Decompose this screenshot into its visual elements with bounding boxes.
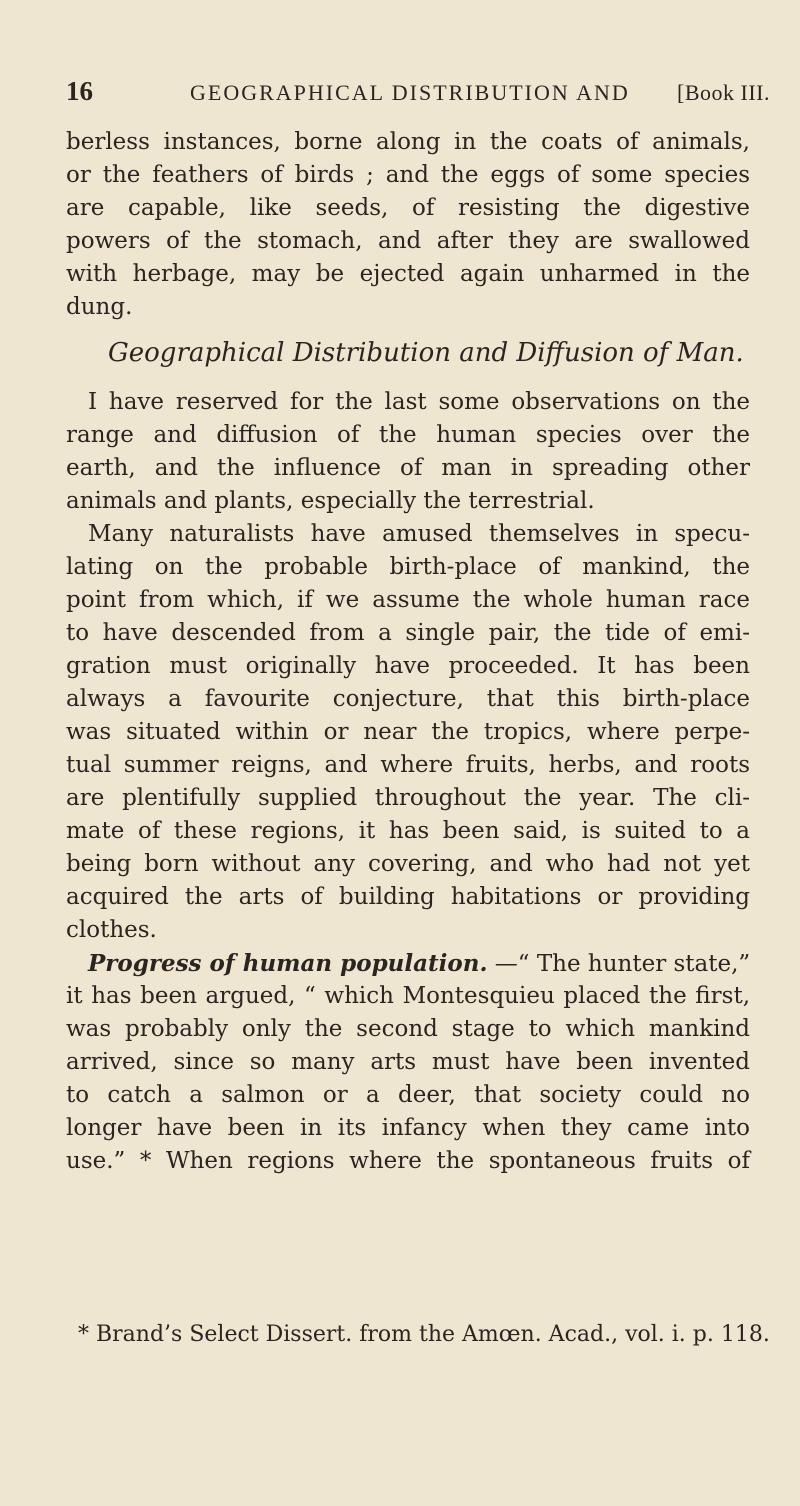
page-header bbox=[66, 76, 770, 108]
text-line: range and diffusion of the human species over the bbox=[66, 422, 750, 448]
text-line: longer have been in its infancy when they came into bbox=[66, 1115, 750, 1141]
text-line: or the feathers of birds ; and the eggs of some species bbox=[66, 162, 750, 188]
side-heading: Progress of human population. bbox=[88, 950, 488, 977]
text-line: lating on the probable birth-place of mankind, the bbox=[66, 554, 750, 580]
paragraph-3 bbox=[66, 518, 750, 947]
text-line: to catch a salmon or a deer, that society could no bbox=[66, 1082, 750, 1108]
text-line: with herbage, may be ejected again unharmed in the bbox=[66, 261, 750, 287]
text-line: arrived, since so many arts must have been invented bbox=[66, 1049, 750, 1075]
text-line: gration must originally have proceeded. It has been bbox=[66, 653, 750, 679]
text-line: acquired the arts of building habitations or providing bbox=[66, 884, 750, 910]
text-line: dung. bbox=[66, 294, 133, 320]
page-number: 16 bbox=[66, 76, 93, 106]
paragraph-4 bbox=[66, 947, 750, 1178]
paragraph-1 bbox=[66, 126, 750, 324]
text-line: earth, and the influence of man in spreading other bbox=[66, 455, 750, 481]
text-line: Many naturalists have amused themselves in specu- bbox=[88, 521, 750, 547]
running-title: GEOGRAPHICAL DISTRIBUTION AND bbox=[190, 80, 630, 105]
text-line: to have descended from a single pair, the tide of emi- bbox=[66, 620, 750, 646]
text-line: it has been argued, “ which Montesquieu placed the first, bbox=[66, 983, 750, 1009]
text-line: are capable, like seeds, of resisting the digestive bbox=[66, 195, 750, 221]
paragraph-2 bbox=[66, 386, 750, 518]
text-line bbox=[66, 947, 750, 980]
text-line: powers of the stomach, and after they are swallowed bbox=[66, 228, 750, 254]
text-line: being born without any covering, and who had not yet bbox=[66, 851, 750, 877]
text-run: —“ The hunter state,” bbox=[487, 951, 751, 977]
text-line: animals and plants, especially the terrestrial. bbox=[66, 488, 595, 514]
book-reference: [Book III. bbox=[677, 80, 770, 105]
text-line: tual summer reigns, and where fruits, herbs, and roots bbox=[66, 752, 750, 778]
section-heading: Geographical Distribution and Diffusion of Man. bbox=[108, 338, 744, 368]
text-line: I have reserved for the last some observations on the bbox=[88, 389, 750, 415]
text-line: use.” * When regions where the spontaneous fruits of bbox=[66, 1148, 750, 1174]
text-line: berless instances, borne along in the coats of animals, bbox=[66, 129, 750, 155]
text-line: was probably only the second stage to which mankind bbox=[66, 1016, 750, 1042]
text-line: mate of these regions, it has been said, is suited to a bbox=[66, 818, 750, 844]
text-line: was situated within or near the tropics, where perpe- bbox=[66, 719, 750, 745]
text-line: point from which, if we assume the whole human race bbox=[66, 587, 750, 613]
text-line: always a favourite conjecture, that this birth-place bbox=[66, 686, 750, 712]
text-line: clothes. bbox=[66, 917, 157, 943]
footnote: * Brand’s Select Dissert. from the Amœn. Acad., vol. i. p. 118. bbox=[78, 1322, 770, 1347]
text-line: are plentifully supplied throughout the year. The cli- bbox=[66, 785, 750, 811]
